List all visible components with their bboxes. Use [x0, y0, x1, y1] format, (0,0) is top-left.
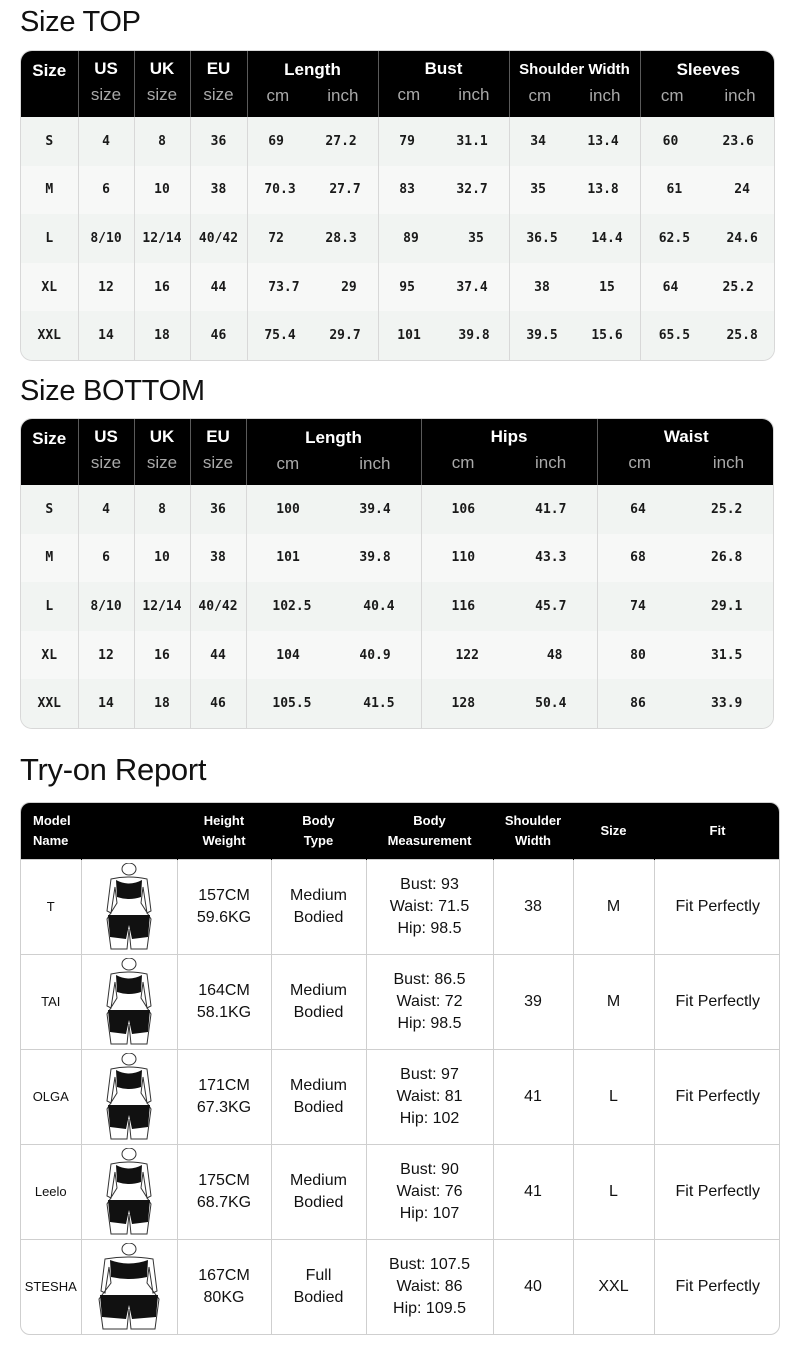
size-cell: XL [21, 631, 78, 680]
body-type-cell: Full Bodied [271, 1239, 366, 1334]
shoulder-cell: 35 13.8 [509, 166, 640, 215]
bust-cell: 83 32.7 [378, 166, 509, 215]
height-weight-cell: 171CM 67.3KG [177, 1049, 271, 1144]
model-photo-cell [81, 1239, 177, 1334]
col-shoulder-width: Shoulder Width cm inch [509, 51, 640, 117]
shoulder-cell: 36.5 14.4 [509, 214, 640, 263]
sleeves-cell: 61 24 [640, 166, 775, 215]
model-photo-cell [81, 859, 177, 954]
table-row [21, 166, 775, 215]
uk-cell: 12/14 [134, 214, 190, 263]
model-photo-cell [81, 1049, 177, 1144]
us-cell: 8/10 [78, 582, 134, 631]
col-size: Size [21, 419, 78, 485]
table-row [21, 117, 775, 166]
hips-cell: 106 41.7 [421, 485, 597, 534]
shoulder-cell: 34 13.4 [509, 117, 640, 166]
hips-cell: 122 48 [421, 631, 597, 680]
size-cell: S [21, 117, 78, 166]
length-cell: 73.7 29 [247, 263, 378, 312]
us-cell: 12 [78, 631, 134, 680]
hips-cell: 110 43.3 [421, 534, 597, 583]
length-cell: 104 40.9 [246, 631, 421, 680]
size-cell: M [573, 954, 654, 1049]
col-size: Size [21, 51, 78, 117]
waist-cell: 64 25.2 [597, 485, 774, 534]
eu-cell: 40/42 [190, 214, 247, 263]
size-cell: M [21, 166, 78, 215]
col-body-measurement: Body Measurement [366, 803, 493, 859]
col-shoulder-width: Shoulder Width [493, 803, 573, 859]
tryon-title: Try-on Report [20, 752, 207, 787]
col-waist: Waist cm inch [597, 419, 774, 485]
col-height-weight: Height Weight [177, 803, 271, 859]
size-top-title: Size TOP [20, 6, 141, 38]
size-cell: L [21, 214, 78, 263]
table-row [21, 311, 775, 360]
tryon-table [20, 802, 780, 1335]
length-cell: 70.3 27.7 [247, 166, 378, 215]
uk-cell: 8 [134, 485, 190, 534]
model-figure-icon [89, 1148, 169, 1236]
model-photo-cell [81, 954, 177, 1049]
table-row [21, 263, 775, 312]
size-cell: M [573, 859, 654, 954]
us-cell: 6 [78, 166, 134, 215]
table-row [21, 1144, 780, 1239]
us-cell: 12 [78, 263, 134, 312]
body-measurement-cell: Bust: 107.5 Waist: 86 Hip: 109.5 [366, 1239, 493, 1334]
us-cell: 14 [78, 311, 134, 360]
eu-cell: 40/42 [190, 582, 246, 631]
length-cell: 100 39.4 [246, 485, 421, 534]
shoulder-width-cell: 40 [493, 1239, 573, 1334]
table-row [21, 1239, 780, 1334]
table-row [21, 954, 780, 1049]
size-cell: L [573, 1049, 654, 1144]
eu-cell: 44 [190, 263, 247, 312]
size-cell: XL [21, 263, 78, 312]
table-row [21, 1049, 780, 1144]
size-bottom-title: Size BOTTOM [20, 375, 205, 407]
size-cell: XXL [21, 311, 78, 360]
size-top-table [20, 50, 775, 361]
length-cell: 72 28.3 [247, 214, 378, 263]
body-type-cell: Medium Bodied [271, 859, 366, 954]
size-bottom-table [20, 418, 774, 729]
waist-cell: 80 31.5 [597, 631, 774, 680]
size-cell: S [21, 485, 78, 534]
shoulder-width-cell: 38 [493, 859, 573, 954]
us-cell: 4 [78, 485, 134, 534]
col-length: Length cm inch [247, 51, 378, 117]
body-measurement-cell: Bust: 86.5 Waist: 72 Hip: 98.5 [366, 954, 493, 1049]
length-cell: 105.5 41.5 [246, 679, 421, 728]
uk-cell: 18 [134, 679, 190, 728]
col-size: Size [573, 803, 654, 859]
model-figure-icon [89, 1053, 169, 1141]
model-name-cell: T [21, 859, 81, 954]
col-uk: UK size [134, 51, 190, 117]
col-us: US size [78, 419, 134, 485]
model-name-cell: Leelo [21, 1144, 81, 1239]
model-name-cell: OLGA [21, 1049, 81, 1144]
length-cell: 69 27.2 [247, 117, 378, 166]
model-photo-cell [81, 1144, 177, 1239]
model-figure-icon [89, 958, 169, 1046]
eu-cell: 46 [190, 311, 247, 360]
table-row [21, 679, 774, 728]
us-cell: 14 [78, 679, 134, 728]
length-cell: 101 39.8 [246, 534, 421, 583]
us-cell: 8/10 [78, 214, 134, 263]
us-cell: 4 [78, 117, 134, 166]
eu-cell: 38 [190, 166, 247, 215]
col-hips: Hips cm inch [421, 419, 597, 485]
size-cell: XXL [573, 1239, 654, 1334]
fit-cell: Fit Perfectly [654, 1049, 780, 1144]
waist-cell: 68 26.8 [597, 534, 774, 583]
uk-cell: 16 [134, 631, 190, 680]
sleeves-cell: 60 23.6 [640, 117, 775, 166]
size-cell: L [21, 582, 78, 631]
bust-cell: 101 39.8 [378, 311, 509, 360]
uk-cell: 16 [134, 263, 190, 312]
eu-cell: 44 [190, 631, 246, 680]
sleeves-cell: 65.5 25.8 [640, 311, 775, 360]
body-measurement-cell: Bust: 93 Waist: 71.5 Hip: 98.5 [366, 859, 493, 954]
col-sleeves: Sleeves cm inch [640, 51, 775, 117]
shoulder-width-cell: 41 [493, 1144, 573, 1239]
fit-cell: Fit Perfectly [654, 1239, 780, 1334]
height-weight-cell: 157CM 59.6KG [177, 859, 271, 954]
table-row [21, 485, 774, 534]
us-cell: 6 [78, 534, 134, 583]
col-body-type: Body Type [271, 803, 366, 859]
hips-cell: 128 50.4 [421, 679, 597, 728]
model-name-cell: STESHA [21, 1239, 81, 1334]
shoulder-cell: 39.5 15.6 [509, 311, 640, 360]
col-model-photo [81, 803, 177, 859]
size-cell: L [573, 1144, 654, 1239]
height-weight-cell: 167CM 80KG [177, 1239, 271, 1334]
col-length: Length cm inch [246, 419, 421, 485]
col-model-name: Model Name [21, 803, 81, 859]
length-cell: 102.5 40.4 [246, 582, 421, 631]
col-fit: Fit [654, 803, 780, 859]
waist-cell: 74 29.1 [597, 582, 774, 631]
eu-cell: 38 [190, 534, 246, 583]
col-eu: EU size [190, 51, 247, 117]
col-bust: Bust cm inch [378, 51, 509, 117]
sleeves-cell: 62.5 24.6 [640, 214, 775, 263]
uk-cell: 10 [134, 534, 190, 583]
shoulder-width-cell: 41 [493, 1049, 573, 1144]
waist-cell: 86 33.9 [597, 679, 774, 728]
body-measurement-cell: Bust: 97 Waist: 81 Hip: 102 [366, 1049, 493, 1144]
body-type-cell: Medium Bodied [271, 1049, 366, 1144]
uk-cell: 12/14 [134, 582, 190, 631]
table-row [21, 631, 774, 680]
col-eu: EU size [190, 419, 246, 485]
size-cell: M [21, 534, 78, 583]
uk-cell: 8 [134, 117, 190, 166]
bust-cell: 95 37.4 [378, 263, 509, 312]
fit-cell: Fit Perfectly [654, 1144, 780, 1239]
hips-cell: 116 45.7 [421, 582, 597, 631]
eu-cell: 36 [190, 117, 247, 166]
fit-cell: Fit Perfectly [654, 954, 780, 1049]
shoulder-cell: 38 15 [509, 263, 640, 312]
fit-cell: Fit Perfectly [654, 859, 780, 954]
uk-cell: 10 [134, 166, 190, 215]
eu-cell: 36 [190, 485, 246, 534]
table-row [21, 859, 780, 954]
model-figure-icon [89, 1243, 169, 1331]
uk-cell: 18 [134, 311, 190, 360]
model-name-cell: TAI [21, 954, 81, 1049]
size-cell: XXL [21, 679, 78, 728]
body-type-cell: Medium Bodied [271, 1144, 366, 1239]
bust-cell: 89 35 [378, 214, 509, 263]
eu-cell: 46 [190, 679, 246, 728]
bust-cell: 79 31.1 [378, 117, 509, 166]
table-row [21, 582, 774, 631]
model-figure-icon [89, 863, 169, 951]
shoulder-width-cell: 39 [493, 954, 573, 1049]
table-row [21, 534, 774, 583]
table-row [21, 214, 775, 263]
sleeves-cell: 64 25.2 [640, 263, 775, 312]
height-weight-cell: 175CM 68.7KG [177, 1144, 271, 1239]
height-weight-cell: 164CM 58.1KG [177, 954, 271, 1049]
body-type-cell: Medium Bodied [271, 954, 366, 1049]
col-us: US size [78, 51, 134, 117]
col-uk: UK size [134, 419, 190, 485]
body-measurement-cell: Bust: 90 Waist: 76 Hip: 107 [366, 1144, 493, 1239]
length-cell: 75.4 29.7 [247, 311, 378, 360]
